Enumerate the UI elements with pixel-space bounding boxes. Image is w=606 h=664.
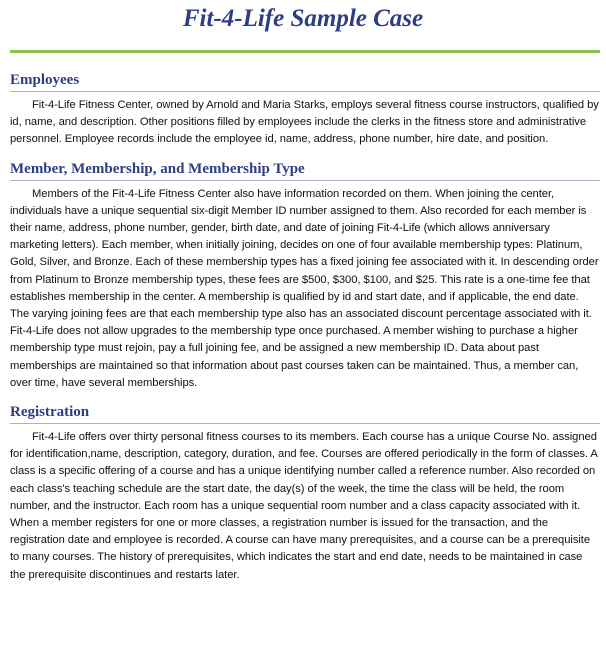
title-divider [10, 50, 600, 53]
section-heading: Registration [10, 402, 600, 424]
section-paragraph: Fit-4-Life offers over thirty personal fitness courses to its members. Each course has a unique Course No. assigned for identification,name, description, category, duration, and fee. Courses are offered periodically in the form of classes. A class is a specific offering of a course and has a unique identifying number called a reference number. Also recorded on each class's teaching schedule are the start date, the day(s) of the week, the time the class will be held, the room number, and the instructor. Each room has a unique sequential room number and a class capacity associated with it. When a member registers for one or more classes, a registration number is issued for the transaction, and the registration date and employee is recorded. A course can have many prerequisites, and a course can be a prerequisite to many courses. The history of prerequisites, which indicates the start and end date, needs to be maintained in case the prerequisite discontinues and restarts later. [10, 431, 598, 581]
section-employees [10, 70, 600, 149]
page-title: Fit-4-Life Sample Case [182, 5, 424, 32]
document-content [10, 70, 600, 594]
section-paragraph: Fit-4-Life Fitness Center, owned by Arnold and Maria Starks, employs several fitness course instructors, qualified by id, name, and description. Other positions filled by employees include the clerks in the fitness store and administrative personnel. Employee records include the employee id, name, address, phone number, hire date, and position. [10, 99, 599, 146]
section-membership [10, 159, 600, 392]
section-registration [10, 402, 600, 584]
section-heading: Member, Membership, and Membership Type [10, 159, 600, 181]
section-heading: Employees [10, 70, 600, 92]
section-paragraph: Members of the Fit-4-Life Fitness Center also have information recorded on them. When joining the center, individuals have a unique sequential six-digit Member ID number assigned to them. Also recorded for each member is their name, address, phone number, gender, birth date, and date of joining Fit-4-Life (which allows anniversary marketing letters). Each member, when initially joining, decides on one of four available membership types: Platinum, Gold, Silver, and Bronze. Each of these membership types has a fixed joining fee associated with it. In descending order from Platinum to Bronze membership types, these fees are $500, $300, $100, and $25. This rate is a one-time fee that establishes membership in the center. A membership is qualified by id and start date, and if applicable, the end date. The varying joining fees are that each membership type also has an associated discount percentage associated with it. Fit-4-Life does not allow upgrades to the membership type once purchased. A member wishing to purchase a higher membership type must rejoin, pay a full joining fee, and be assigned a new membership ID. Data about past memberships are maintained so that information about past courses taken can be maintained. Thus, a member can, over time, have several memberships. [10, 187, 599, 389]
